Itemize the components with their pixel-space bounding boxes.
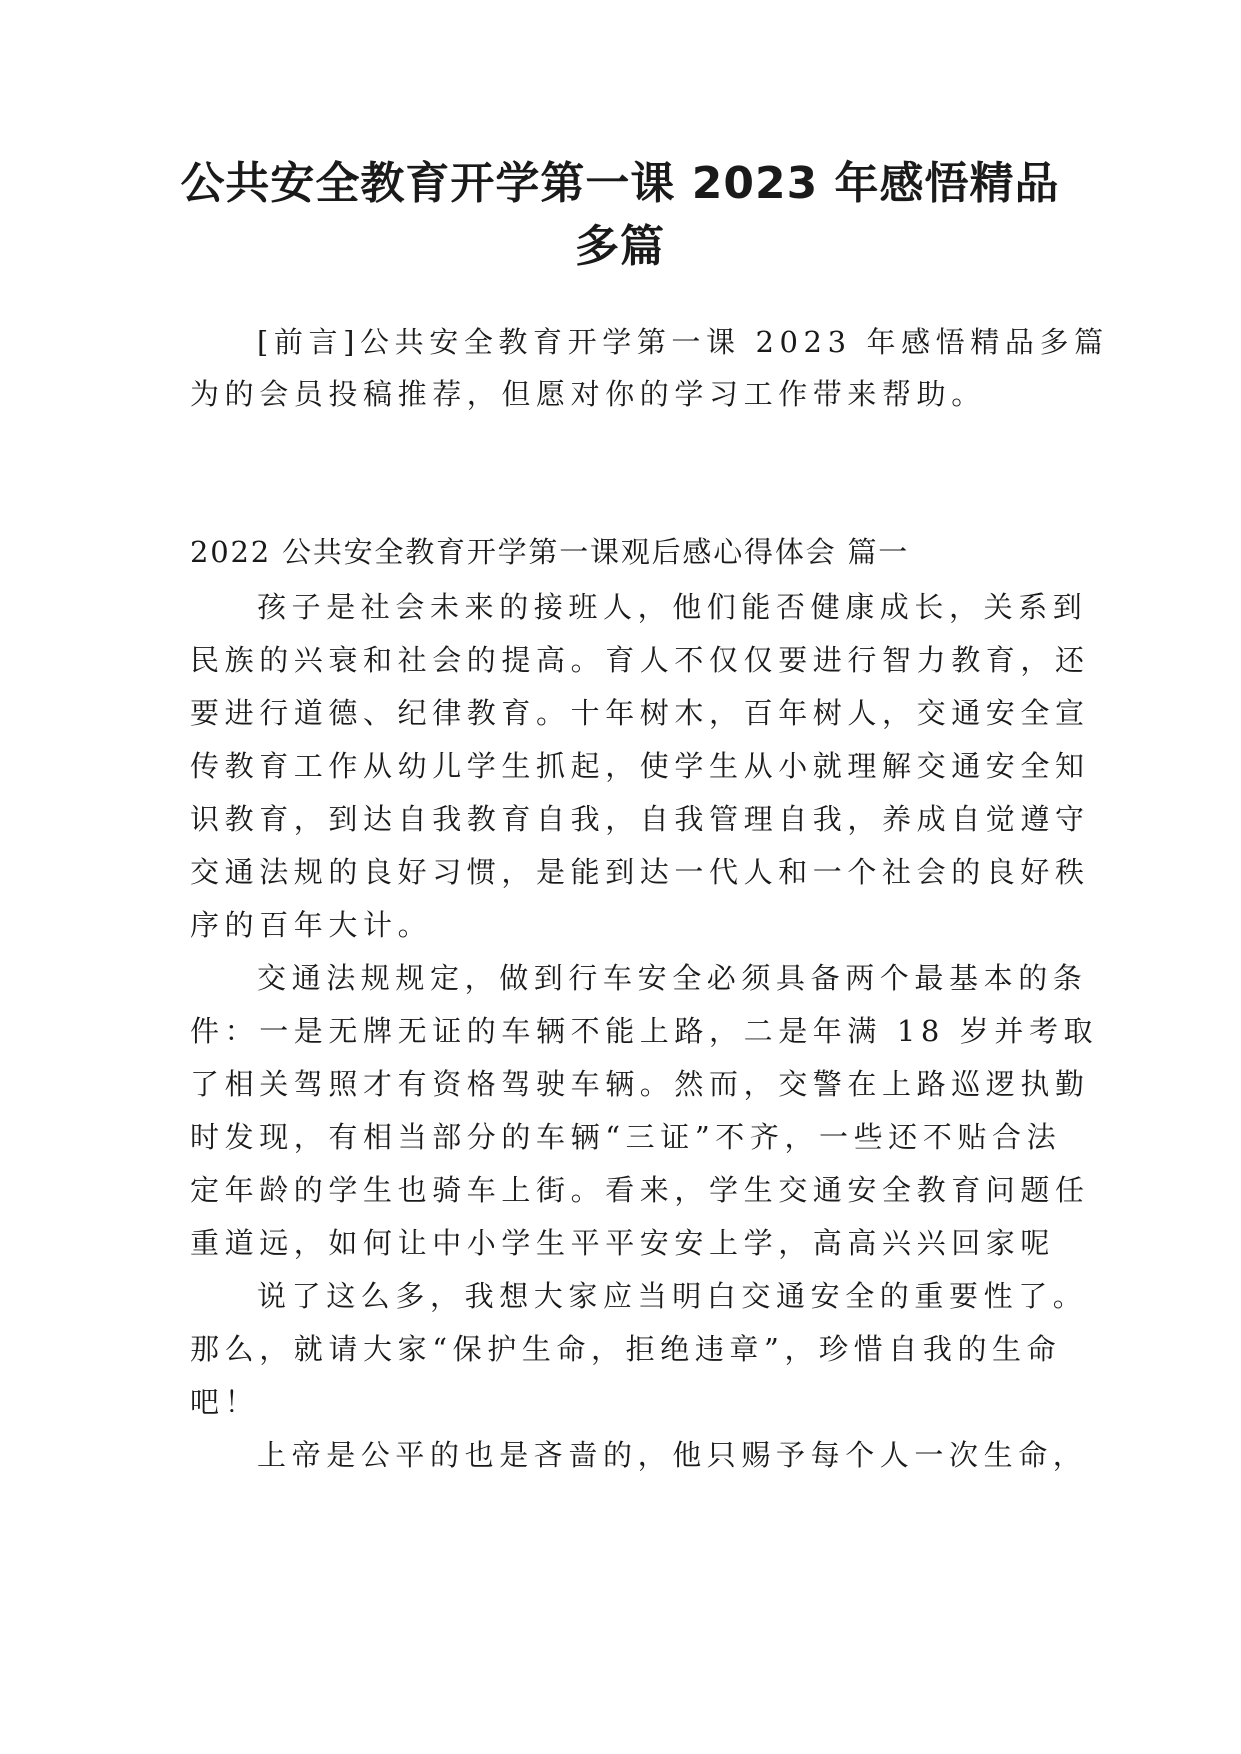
preface-line: [前言]公共安全教育开学第一课 2023 年感悟精品多篇 [257,325,1109,359]
body-line: 交通法规的良好习惯，是能到达一代人和一个社会的良好秩 [190,855,1090,889]
body-line: 时发现，有相当部分的车辆“三证”不齐，一些还不贴合法 [190,1120,1062,1154]
body-line: 要进行道德、纪律教育。十年树木，百年树人，交通安全宣 [190,696,1090,730]
document-title-line-1: 公共安全教育开学第一课 2023 年感悟精品 [180,158,1060,209]
body-line: 民族的兴衰和社会的提高。育人不仅仅要进行智力教育，还 [190,643,1090,677]
preface-line: 为的会员投稿推荐，但愿对你的学习工作带来帮助。 [190,377,986,411]
body-line: 件：一是无牌无证的车辆不能上路，二是年满 18 岁并考取 [190,1014,1099,1048]
body-line: 吧！ [190,1385,260,1419]
section-heading: 2022 公共安全教育开学第一课观后感心得体会 篇一 [190,535,910,569]
body-line: 序的百年大计。 [190,908,433,942]
body-line: 重道远，如何让中小学生平平安安上学，高高兴兴回家呢 [190,1226,1056,1260]
body-line: 交通法规规定，做到行车安全必须具备两个最基本的条 [257,961,1088,995]
body-line: 说了这么多，我想大家应当明白交通安全的重要性了。 [257,1279,1088,1313]
body-line: 传教育工作从幼儿学生抓起，使学生从小就理解交通安全知 [190,749,1090,783]
body-line: 了相关驾照才有资格驾驶车辆。然而，交警在上路巡逻执勤 [190,1067,1090,1101]
body-line: 定年龄的学生也骑车上街。看来，学生交通安全教育问题任 [190,1173,1090,1207]
body-line: 上帝是公平的也是吝啬的，他只赐予每个人一次生命， [257,1438,1088,1472]
document-title-line-2: 多篇 [575,221,665,272]
body-line: 那么，就请大家“保护生命，拒绝违章”，珍惜自我的生命 [190,1332,1062,1366]
body-line: 孩子是社会未来的接班人，他们能否健康成长，关系到 [257,590,1088,624]
body-line: 识教育，到达自我教育自我，自我管理自我，养成自觉遵守 [190,802,1090,836]
